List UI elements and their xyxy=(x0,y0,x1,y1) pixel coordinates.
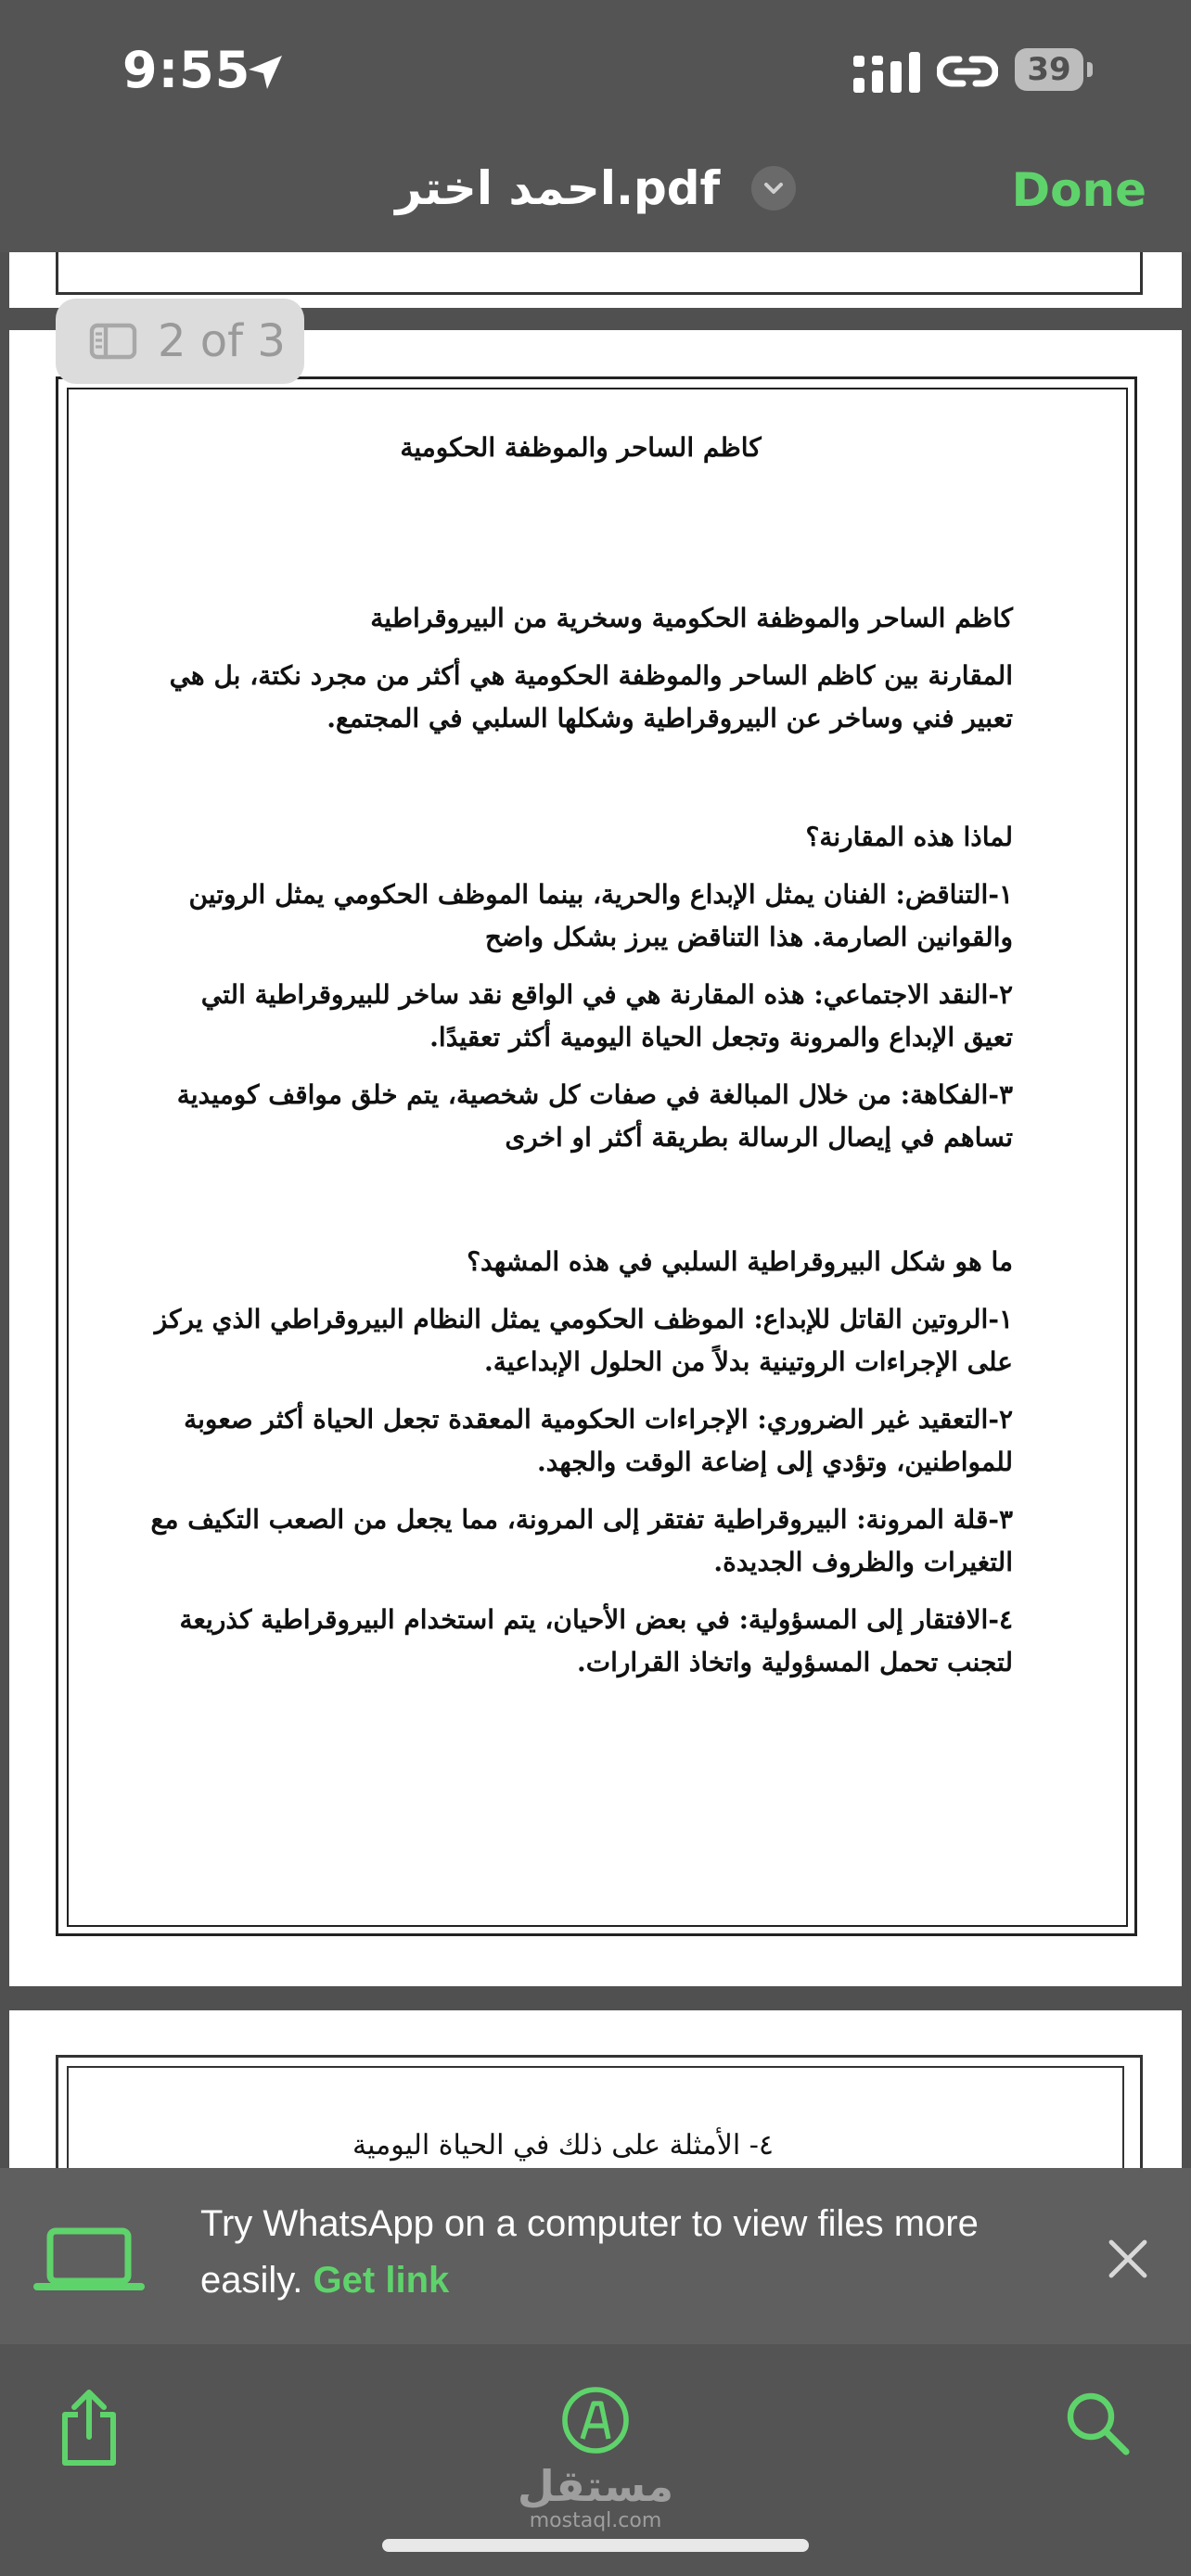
question-2-title: ما هو شكل البيروقراطية السلبي في هذه المشهد؟ xyxy=(467,1246,1013,1277)
page-indicator[interactable] xyxy=(56,299,304,384)
pdf-page-3 xyxy=(9,2010,1182,2168)
question-1-title: لماذا هذه المقارنة؟ xyxy=(805,822,1013,852)
list-item: ١-التناقض: الفنان يمثل الإبداع والحرية، بينما الموظف الحكومي يمثل الروتين والقوانين الصارمة. هذا التناقض يبرز بشكل واضح xyxy=(188,879,1013,952)
doc-heading: كاظم الساحر والموظفة الحكومية xyxy=(400,432,762,463)
watermark-arabic: مستقل xyxy=(517,2461,674,2511)
document-title-label: احمد اختر.pdf xyxy=(395,161,721,215)
battery-level: 39 xyxy=(1015,48,1083,91)
get-link-button[interactable]: Get link xyxy=(313,2260,450,2301)
list-item: ٤-الافتقار إلى المسؤولية: في بعض الأحيان، يتم استخدام البيروقراطية كذريعة لتجنب تحمل المسؤولية واتخاذ القرارات. xyxy=(179,1604,1013,1677)
status-time: 9:55 xyxy=(122,41,251,99)
section-title: كاظم الساحر والموظفة الحكومية وسخرية من البيروقراطية xyxy=(370,603,1013,633)
pdf-page-2 xyxy=(9,330,1182,1986)
markup-icon[interactable] xyxy=(560,2385,631,2455)
desktop-promo-banner xyxy=(0,2168,1191,2344)
location-arrow-icon xyxy=(243,50,288,95)
sidebar-icon xyxy=(89,323,137,360)
banner-text: Try WhatsApp on a computer to view files more easily. xyxy=(200,2203,979,2301)
chevron-down-icon[interactable] xyxy=(751,166,796,210)
list-item: ٢-التعقيد غير الضروري: الإجراءات الحكومية المعقدة تجعل الحياة أكثر صعوبة للمواطنين، وتؤدي إلى إضاعة الوقت والجهد. xyxy=(184,1404,1013,1477)
laptop-icon xyxy=(33,2224,145,2298)
list-item: ٢-النقد الاجتماعي: هذه المقارنة هي في الواقع نقد ساخر للبيروقراطية التي تعيق الإبداع والمرونة وتجعل الحياة اليومية أكثر تعقيدًا. xyxy=(200,979,1013,1052)
watermark-latin: mostaql.com xyxy=(529,2509,662,2532)
link-icon xyxy=(937,48,998,95)
page-indicator-label: 2 of 3 xyxy=(158,315,286,367)
list-item: ٣-قلة المرونة: البيروقراطية تفتقر إلى المرونة، مما يجعل من الصعب التكيف مع التغيرات والظروف الجديدة. xyxy=(150,1504,1013,1577)
status-bar xyxy=(0,0,1191,139)
share-icon[interactable] xyxy=(56,2389,122,2467)
intro-paragraph: المقارنة بين كاظم الساحر والموظفة الحكومية هي أكثر من مجرد نكتة، بل هي تعبير فني وساخر عن البيروقراطية وشكلها السلبي في المجتمع. xyxy=(169,660,1013,733)
pdf-viewer[interactable] xyxy=(0,252,1191,2168)
search-icon[interactable] xyxy=(1065,2391,1130,2455)
list-item: ١-الروتين القاتل للإبداع: الموظف الحكومي يمثل النظام البيروقراطي الذي يركز على الإجراءات الروتينية بدلاً من الحلول الإبداعية. xyxy=(154,1304,1013,1377)
battery-icon xyxy=(1015,48,1095,91)
page-content xyxy=(148,423,1013,1684)
watermark-logo xyxy=(503,2463,688,2533)
cellular-signal-icon xyxy=(853,52,920,93)
banner-message xyxy=(200,2196,1091,2309)
home-indicator[interactable] xyxy=(382,2539,809,2552)
next-page-text: ٤- الأمثلة على ذلك في الحياة اليومية xyxy=(352,2129,774,2162)
close-icon[interactable] xyxy=(1108,2238,1148,2279)
nav-bar xyxy=(0,139,1191,252)
done-button[interactable]: Done xyxy=(1011,163,1146,217)
list-item: ٣-الفكاهة: من خلال المبالغة في صفات كل شخصية، يتم خلق مواقف كوميدية تساهم في إيصال الرسالة بطريقة أكثر او اخرى xyxy=(176,1079,1013,1153)
